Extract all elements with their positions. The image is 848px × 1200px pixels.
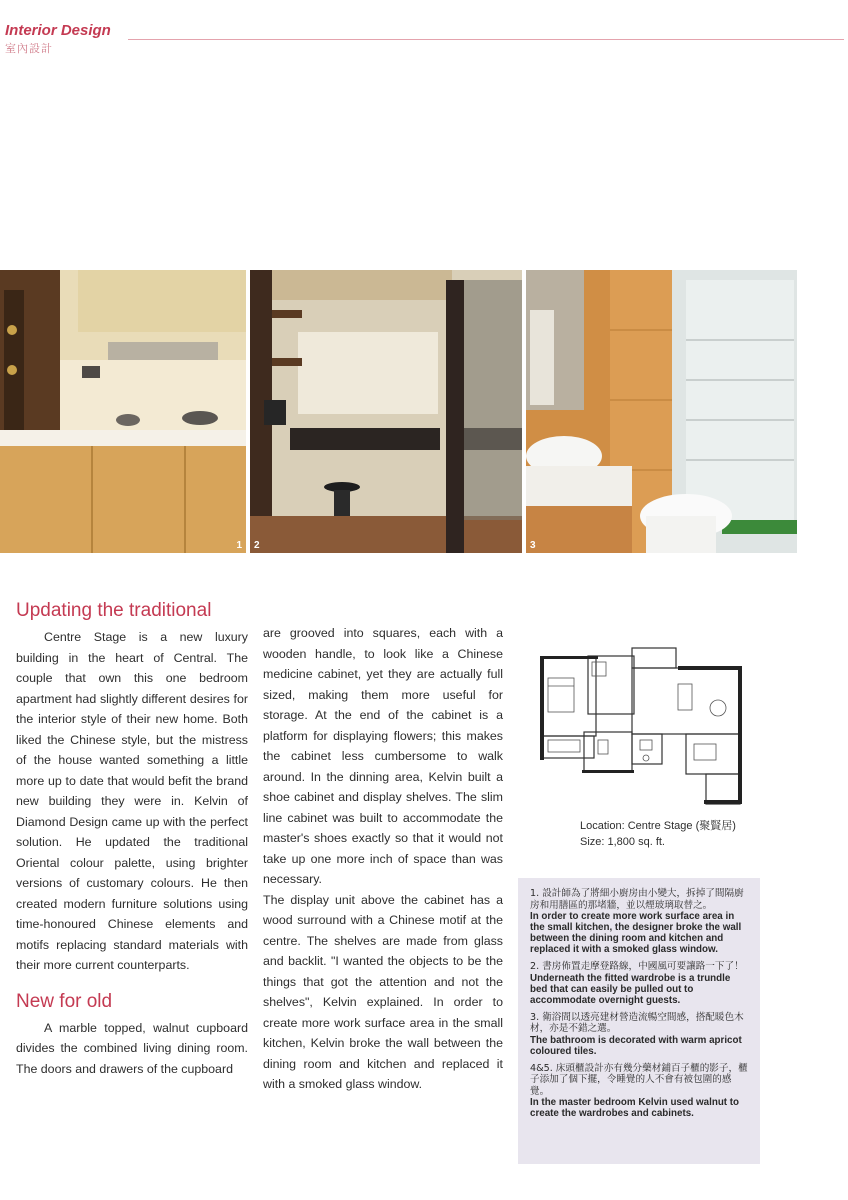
header-rule (128, 39, 844, 40)
caption-3 (530, 1012, 750, 1057)
floor-plan-caption (580, 818, 736, 850)
heading-new-for-old: New for old (16, 990, 113, 1012)
body-paragraph: The display unit above the cabinet has a wood surround with a Chinese motif at the centre. The shelves are made from glass and backlit. "I wanted the objects to be the things that got the attention and not the shelves", Kelvin explained. In order to create more work surface area in the small kitchen, Kelvin broke the wall between the dining room and kitchen and replaced it with a smoked glass window. (263, 892, 503, 1091)
section-subtitle: 室內設計 (5, 42, 53, 55)
caption-en: In order to create more work surface area in the small kitchen, the designer broke the wall between the dining room and kitchen and replaced it with a smoked glass window. (530, 911, 742, 955)
heading-updating-traditional: Updating the traditional (16, 600, 212, 621)
study-illustration (250, 270, 522, 553)
article-column-2 (263, 623, 503, 1095)
article-column-1 (16, 599, 248, 1079)
caption-en: The bathroom is decorated with warm apricot coloured tiles. (530, 1034, 742, 1057)
kitchen-illustration (0, 270, 246, 553)
caption-zh: 2. 書房佈置走摩登路線，中國風可要讓路一下了！ (530, 961, 744, 972)
caption-zh: 3. 衛浴間以透亮建材營造流暢空間感，搭配暖色木材，亦是不錯之選。 (530, 1011, 744, 1034)
photo-number: 3 (530, 540, 536, 551)
photo-captions-box (518, 878, 760, 1164)
photo-number: 1 (236, 540, 242, 551)
location-text: Location: Centre Stage (聚賢居) (580, 820, 736, 832)
photo-bathroom (526, 270, 797, 553)
caption-en: In the master bedroom Kelvin used walnut to create the wardrobes and cabinets. (530, 1097, 740, 1119)
body-paragraph: Centre Stage is a new luxury building in the heart of Central. The couple that own this one bedroom apartment had slightly different desires for the interior style of their new home. Both liked the Chinese style, but the mistress of the house wanted something a little more up to date that would befit the brand new building they were in. Kelvin of Diamond Design came up with the perfect solution. He updated the traditional Oriental colour palette, using brighter versions of customary colours. He then created modern furniture solutions using time-honoured Chinese elements and motifs replacing standard materials with their more current counterparts. (16, 630, 248, 972)
bathroom-illustration (526, 270, 797, 553)
photo-study (250, 270, 522, 553)
floor-plan (528, 640, 748, 810)
caption-zh: 4&5. 床頭櫃設計亦有幾分藥材鋪百子櫃的影子，櫃子添加了個下擺，令睡覺的人不會有被包圍的感覺。 (530, 1062, 748, 1097)
photo-kitchen (0, 270, 246, 553)
section-title: Interior Design (5, 22, 111, 39)
caption-4-5 (530, 1063, 750, 1120)
floor-plan-drawing (528, 640, 748, 810)
size-text: Size: 1,800 sq. ft. (580, 836, 665, 848)
body-paragraph: are grooved into squares, each with a wooden handle, to look like a Chinese medicine cabinet, yet they are actually full sized, making them more useful for storage. At the end of the cabinet is a platform for displaying flowers; this makes the cabinet less cumbersome to walk around. In the dinning area, Kelvin built a shoe cabinet and display shelves. The slim line cabinet was built to accommodate the master's shoes exactly so that it would not take up one more inch of space than was necessary. (263, 626, 503, 886)
photo-number: 2 (254, 540, 260, 551)
caption-1 (530, 888, 750, 955)
caption-2 (530, 961, 750, 1006)
caption-en: Underneath the fitted wardrobe is a trundle bed that can easily be pulled out to accommodate overnight guests. (530, 972, 731, 1006)
body-paragraph: A marble topped, walnut cupboard divides the combined living dining room. The doors and drawers of the cupboard (16, 1020, 248, 1076)
caption-zh: 1. 設計師為了將細小廚房由小變大，拆掉了間隔廚房和用膳區的那堵牆，並以煙玻璃取替之。 (530, 888, 744, 911)
